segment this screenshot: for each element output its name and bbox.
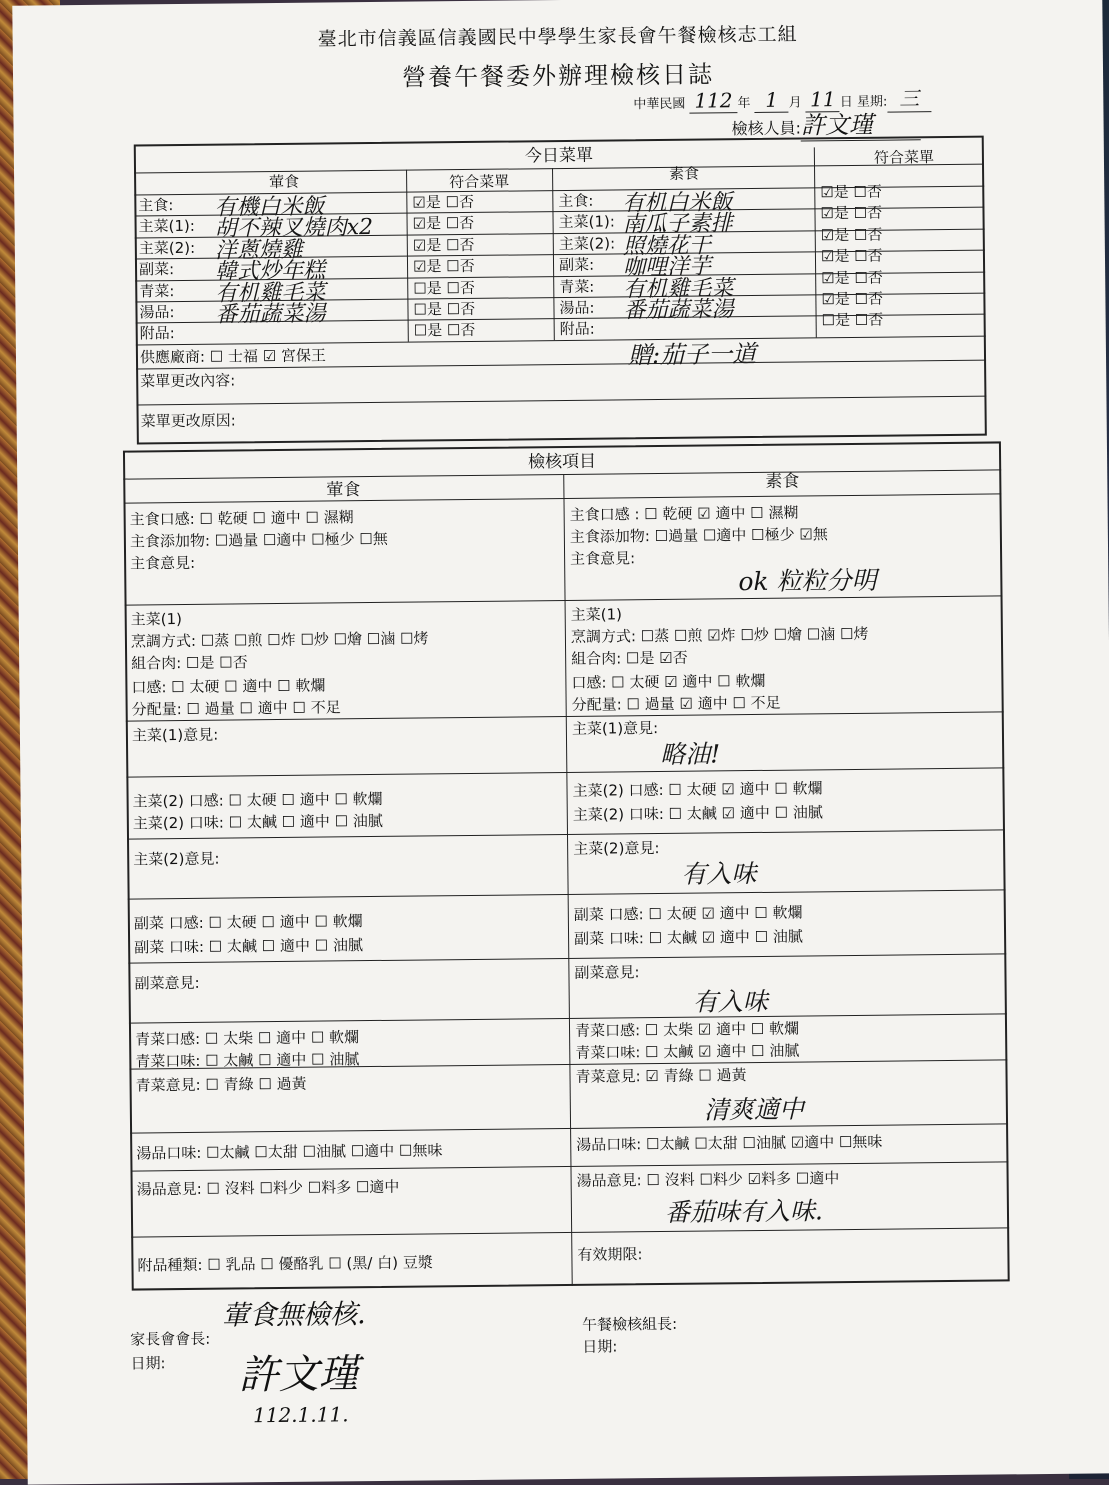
- menu-veg-dish: 有机雞毛菜: [623, 275, 734, 302]
- veg-main1-title: 主菜(1): [570, 605, 623, 624]
- menu-meat-dish: 番茄蔬菜湯: [215, 301, 326, 328]
- menu-meat-dish: 胡不辣叉燒肉x2: [214, 215, 374, 243]
- menu-row-label: 副菜:: [138, 260, 175, 279]
- menu-veg-dish: 有机白米飯: [622, 190, 733, 217]
- menu-veg-header: 素食: [668, 164, 700, 183]
- veg-main2-opinion: 有入味: [681, 859, 757, 889]
- era-label: 中華民國: [633, 96, 686, 113]
- weekday-value: 三: [887, 82, 931, 112]
- form-title: 營養午餐委外辦理檢核日誌: [401, 60, 715, 92]
- veg-staple-additive: 主食添加物: ☐過量 ☐適中 ☐極少 ☑無: [569, 525, 828, 546]
- supplier-row: 供應廠商: ☐ 士福 ☑ 宮保王: [139, 346, 327, 367]
- menu-veg-match-header: 符合菜單: [873, 148, 935, 167]
- day-value: 11: [806, 87, 840, 112]
- signature-date: 112.1.11.: [252, 1402, 349, 1428]
- menu-veg-match: ☑是 ☐否: [820, 204, 883, 223]
- menu-meat-dish: 有机雞毛菜: [215, 280, 326, 307]
- veg-side-opinion-label: 副菜意見:: [574, 963, 640, 982]
- weekday-label: 星期:: [856, 94, 888, 110]
- meat-main1-opinion-label: 主菜(1)意見:: [131, 725, 219, 745]
- leader-label: 午餐檢核組長:: [582, 1314, 678, 1334]
- menu-row-label: 附品:: [139, 324, 175, 343]
- menu-veg-match: ☑是 ☐否: [820, 246, 883, 266]
- menu-veg-row-label: 青菜:: [559, 277, 595, 296]
- meat-main1-texture: 口感: ☐ 太硬 ☐ 適中 ☐ 軟爛: [131, 676, 326, 697]
- meat-staple-opinion-label: 主食意見:: [130, 553, 196, 573]
- meat-staple-texture: 主食口感: ☐ 乾硬 ☐ 適中 ☐ 濕糊: [129, 508, 354, 529]
- veg-main2-opinion-label: 主菜(2)意見:: [573, 839, 660, 858]
- meat-soup-taste: 湯品口味: ☐太鹹 ☐太甜 ☐油膩 ☐適中 ☐無味: [136, 1141, 443, 1163]
- menu-rows: [12, 0, 1102, 6]
- menu-veg-match: ☑是 ☐否: [821, 289, 884, 309]
- meat-side-opinion-label: 副菜意見:: [134, 973, 200, 993]
- menu-veg-row-label: 附品:: [559, 320, 595, 339]
- meat-side-taste: 副菜 口味: ☐ 太鹹 ☐ 適中 ☐ 油膩: [134, 936, 364, 957]
- veg-side-opinion: 有入味: [692, 986, 768, 1017]
- month-unit: 月: [788, 95, 802, 111]
- menu-meat-dish: 有機白米飯: [214, 194, 325, 221]
- veg-soup-taste: 湯品口味: ☐太鹹 ☐太甜 ☐油膩 ☑適中 ☐無味: [576, 1132, 883, 1154]
- meat-main1-portion: 分配量: ☐ 過量 ☐ 適中 ☐ 不足: [131, 698, 341, 719]
- meat-greens-opinion: 青菜意見: ☐ 青綠 ☐ 過黃: [135, 1074, 307, 1095]
- meat-greens-taste: 青菜口味: ☐ 太鹹 ☐ 適中 ☐ 油膩: [135, 1050, 360, 1071]
- veg-main1-method: 烹調方式: ☐蒸 ☐煎 ☑炸 ☐炒 ☐燴 ☐滷 ☐烤: [570, 624, 869, 646]
- menu-meat-dish: 韓式炒年糕: [214, 258, 326, 285]
- menu-meat-dish: 洋蔥燒雞: [214, 237, 304, 264]
- veg-main1-portion: 分配量: ☐ 過量 ☑ 適中 ☐ 不足: [571, 693, 781, 714]
- change-reason-label: 菜單更改原因:: [140, 411, 236, 431]
- veg-staple-opinion: ok 粒粒分明: [738, 565, 877, 597]
- veg-soup-opinion: 番茄味有入味.: [664, 1196, 824, 1227]
- meat-main2-taste: 主菜(2) 口味: ☐ 太鹹 ☐ 適中 ☐ 油膩: [132, 811, 383, 833]
- president-label: 家長會會長:: [130, 1329, 211, 1349]
- meat-main1-method: 烹調方式: ☐蒸 ☐煎 ☐炸 ☐炒 ☐燴 ☐滷 ☐烤: [130, 629, 429, 651]
- president-signature: 許文瑾: [238, 1351, 359, 1399]
- menu-veg-dish: 南瓜子素排: [622, 211, 733, 238]
- gift-note: 贈:茄子一道: [627, 339, 757, 370]
- inspection-form-paper: [12, 0, 1109, 1485]
- veg-side-texture: 副菜 口感: ☐ 太硬 ☑ 適中 ☐ 軟爛: [573, 903, 803, 924]
- inspector-value: 許文瑾: [801, 104, 921, 141]
- menu-meat-match: ☐是 ☐否: [413, 321, 476, 340]
- menu-meat-header: 葷食: [269, 172, 300, 192]
- menu-meat-match: ☑是 ☐否: [412, 235, 475, 255]
- veg-greens-opinion-label: 青菜意見: ☑ 青綠 ☐ 過黃: [575, 1066, 747, 1086]
- menu-veg-dish: 咖哩洋芋: [622, 254, 712, 281]
- menu-row-label: 湯品:: [139, 303, 175, 322]
- veg-greens-opinion: 清爽適中: [703, 1094, 805, 1125]
- menu-veg-row-label: 副菜:: [558, 255, 595, 275]
- veg-main1-combo: 組合肉: ☐是 ☑否: [571, 648, 688, 668]
- veg-main1-texture: 口感: ☐ 太硬 ☑ 適中 ☐ 軟爛: [571, 671, 766, 692]
- veg-greens-taste: 青菜口味: ☐ 太鹹 ☑ 適中 ☐ 油膩: [575, 1041, 800, 1062]
- menu-veg-row-label: 湯品:: [559, 298, 595, 318]
- veg-greens-texture: 青菜口感: ☐ 太柴 ☑ 適中 ☐ 軟爛: [574, 1019, 800, 1040]
- inspection-section-title: 檢核項目: [527, 451, 597, 473]
- handwritten-note: 葷食無檢核.: [221, 1299, 366, 1332]
- veg-main1-opinion-label: 主菜(1)意見:: [571, 719, 659, 738]
- menu-veg-match: ☑是 ☐否: [820, 225, 883, 245]
- menu-veg-dish: 番茄蔬菜湯: [623, 297, 734, 324]
- veg-side-taste: 副菜 口味: ☐ 太鹹 ☑ 適中 ☐ 油膩: [573, 927, 803, 948]
- meat-extra-type: 附品種類: ☐ 乳品 ☐ 優酪乳 ☐ (黑/ 白) 豆漿: [137, 1253, 433, 1275]
- year-unit: 年: [737, 96, 751, 112]
- meat-side-texture: 副菜 口感: ☐ 太硬 ☐ 適中 ☐ 軟爛: [133, 912, 363, 933]
- menu-row-label: 主菜(2):: [138, 238, 196, 258]
- menu-meat-match: ☐是 ☐否: [413, 278, 476, 298]
- menu-veg-dish: 照燒花干: [622, 233, 711, 260]
- meat-main1-combo: 組合肉: ☐是 ☐否: [131, 653, 248, 673]
- meat-main2-opinion-label: 主菜(2)意見:: [133, 849, 220, 869]
- veg-main1-opinion: 略油!: [660, 739, 721, 770]
- president-date-label: 日期:: [130, 1354, 166, 1373]
- veg-staple-texture: 主食口感 : ☐ 乾硬 ☑ 適中 ☐ 濕糊: [569, 503, 799, 524]
- menu-veg-match: ☐是 ☐否: [821, 311, 884, 330]
- menu-row-label: 主食:: [138, 196, 174, 215]
- menu-veg-row-label: 主菜(2):: [558, 234, 616, 253]
- leader-date-label: 日期:: [582, 1337, 618, 1356]
- menu-veg-match: ☑是 ☐否: [821, 268, 883, 287]
- menu-row-label: 青菜:: [139, 281, 175, 301]
- inspector-label: 檢核人員:: [731, 118, 802, 139]
- day-unit: 日: [839, 94, 853, 111]
- year-value: 112: [689, 88, 737, 114]
- veg-staple-opinion-label: 主食意見:: [570, 549, 636, 568]
- inspect-meat-header: 葷食: [326, 480, 361, 501]
- menu-veg-match: ☑是 ☐否: [820, 182, 883, 202]
- menu-veg-row-label: 主菜(1):: [558, 212, 615, 232]
- veg-main2-texture: 主菜(2) 口感: ☐ 太硬 ☑ 適中 ☐ 軟爛: [572, 779, 823, 800]
- meat-staple-additive: 主食添加物: ☐過量 ☐適中 ☐極少 ☐無: [129, 529, 388, 551]
- menu-meat-match: ☑是 ☐否: [412, 257, 475, 276]
- month-value: 1: [755, 88, 789, 113]
- menu-meat-match: ☑是 ☐否: [412, 214, 475, 233]
- menu-meat-match: ☐是 ☐否: [413, 299, 476, 319]
- meat-main1-title: 主菜(1): [130, 610, 183, 629]
- menu-veg-row-label: 主食:: [558, 191, 594, 211]
- meat-soup-opinion: 湯品意見: ☐ 沒料 ☐料少 ☐料多 ☐適中: [136, 1177, 400, 1199]
- veg-extra-expiry: 有效期限:: [577, 1245, 643, 1264]
- meat-greens-texture: 青菜口感: ☐ 太柴 ☐ 適中 ☐ 軟爛: [135, 1028, 360, 1049]
- veg-soup-opinion-label: 湯品意見: ☐ 沒料 ☐料少 ☑料多 ☐適中: [576, 1169, 840, 1190]
- change-content-label: 菜單更改內容:: [140, 371, 236, 391]
- menu-section-title: 今日菜單: [524, 145, 593, 167]
- veg-main2-taste: 主菜(2) 口味: ☐ 太鹹 ☑ 適中 ☐ 油膩: [572, 803, 823, 824]
- menu-row-label: 主菜(1):: [138, 217, 196, 236]
- menu-meat-match: ☑是 ☐否: [412, 192, 475, 212]
- meat-main2-texture: 主菜(2) 口感: ☐ 太硬 ☐ 適中 ☐ 軟爛: [132, 789, 383, 811]
- menu-meat-match-header: 符合菜單: [449, 172, 510, 192]
- org-title: 臺北市信義區信義國民中學學生家長會午餐檢核志工組: [317, 23, 798, 51]
- inspect-veg-header: 素食: [765, 471, 800, 492]
